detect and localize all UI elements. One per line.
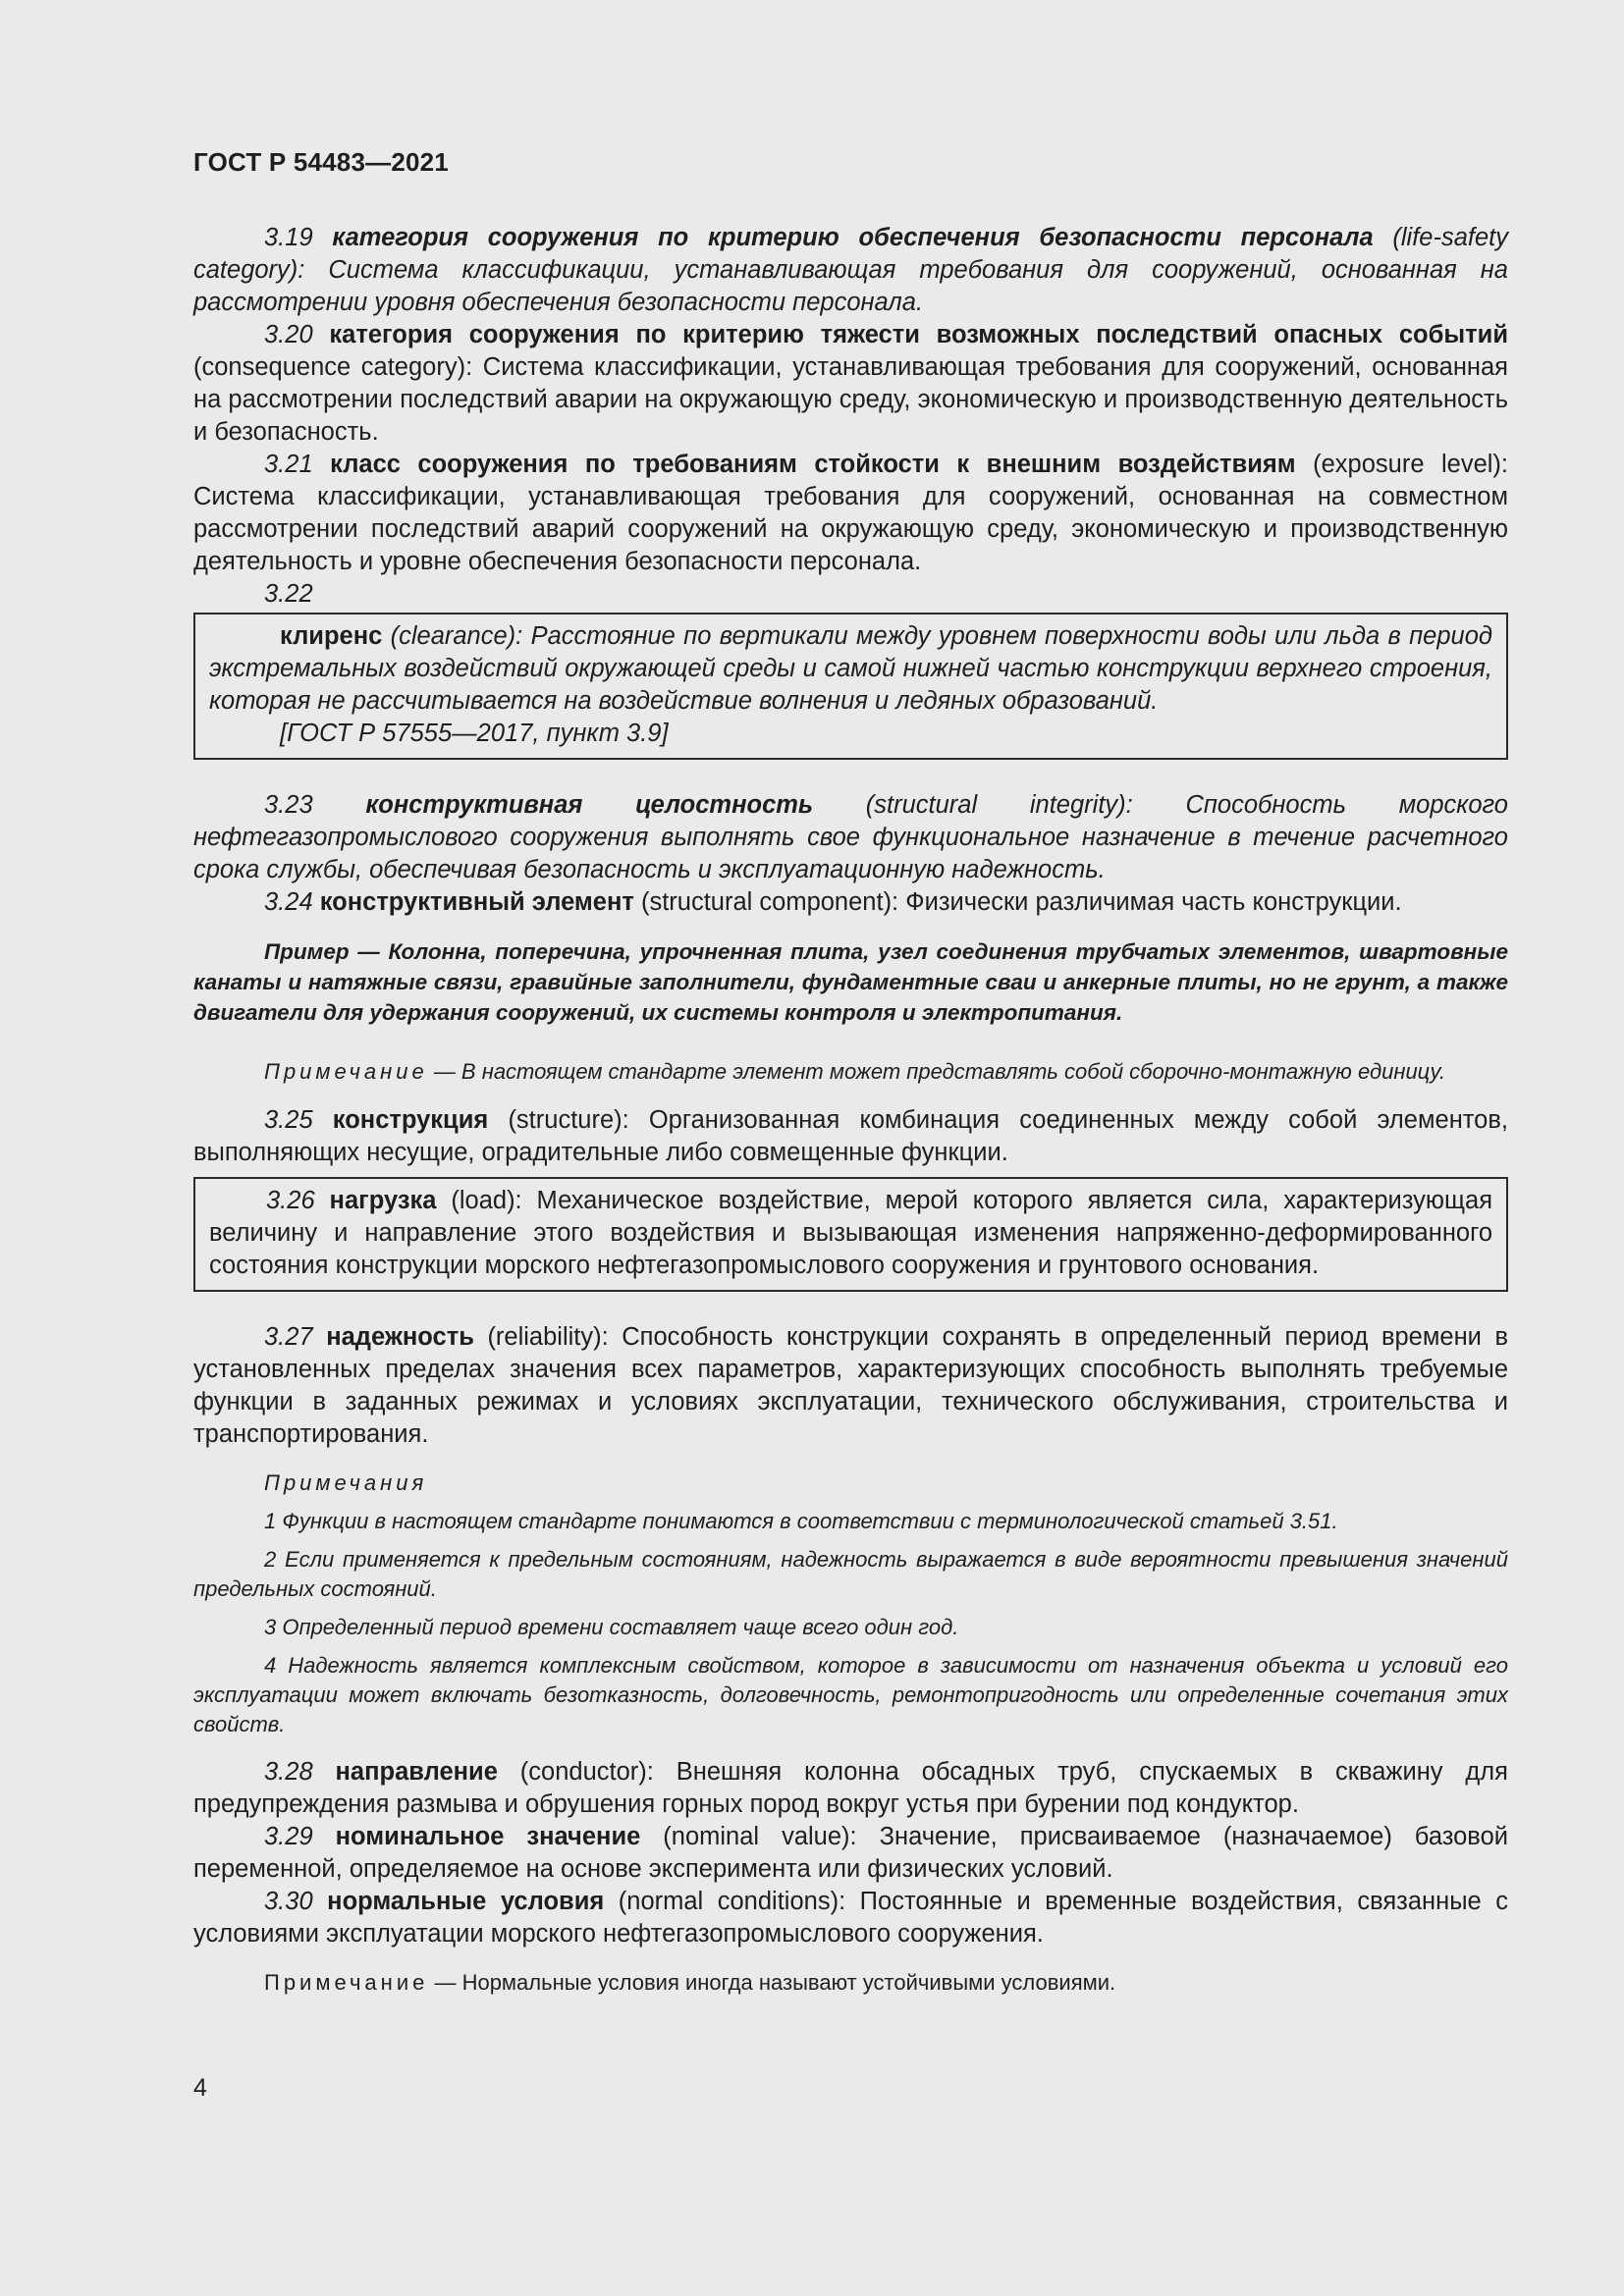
note-item: 3 Определенный период времени составляет чаще всего один год.	[264, 1615, 959, 1639]
term-definition: (structural component): Физически различимая часть конструкции.	[633, 888, 1402, 916]
term-3-27	[193, 1321, 1508, 1451]
term-number: 3.28	[264, 1758, 313, 1786]
term-3-23	[193, 789, 1508, 886]
term-definition: (normal conditions): Постоянные и временные воздействия, связанные с условиями эксплуатации морского нефтегазопромыслового сооружения.	[193, 1888, 1508, 1948]
term-3-29	[193, 1821, 1508, 1886]
example-3-24: Пример — Колонна, поперечина, упрочненная плита, узел соединения трубчатых элементов, швартовные канаты и натяжные связи, гравийные заполнители, фундаментные сваи и анкерные плиты, но не грунт, а также двигатели для удержания сооружений, их системы контроля и электропитания.	[193, 939, 1508, 1025]
note-text: — В настоящем стандарте элемент может представлять собой сборочно-монтажную единицу.	[427, 1059, 1446, 1084]
term-title: номинальное значение	[335, 1823, 641, 1850]
term-3-26	[209, 1185, 1492, 1282]
term-3-25	[193, 1104, 1508, 1169]
term-number: 3.22	[264, 580, 313, 608]
note-3-24	[193, 1057, 1508, 1087]
term-3-22	[209, 620, 1492, 718]
term-title: надежность	[326, 1323, 474, 1351]
term-title: конструктивная целостность	[365, 791, 814, 819]
term-title: класс сооружения по требованиям стойкости к внешним воздействиям	[330, 451, 1296, 478]
note-label: Примечание	[264, 1059, 428, 1084]
term-title: направление	[335, 1758, 498, 1786]
note-item: 1 Функции в настоящем стандарте понимаются в соответствии с терминологической статьей 3.51.	[264, 1509, 1338, 1533]
term-title: категория сооружения по критерию тяжести возможных последствий опасных событий	[329, 321, 1508, 348]
notes-3-27	[193, 1468, 1508, 1739]
term-number: 3.29	[264, 1823, 313, 1850]
term-number: 3.25	[264, 1106, 313, 1134]
term-title: клиренс	[280, 622, 383, 650]
notes-label: Примечания	[264, 1470, 428, 1495]
term-3-24	[193, 886, 1508, 919]
term-number: 3.30	[264, 1888, 313, 1915]
term-number: 3.19	[264, 224, 313, 251]
term-title: конструкция	[332, 1106, 489, 1134]
term-title: нагрузка	[329, 1187, 437, 1214]
term-3-21	[193, 449, 1508, 578]
term-definition: (nominal value): Значение, присваиваемое (назначаемое) базовой переменной, определяемое на основе эксперимента или физических условий.	[193, 1823, 1508, 1883]
term-definition: (conductor): Внешняя колонна обсадных труб, спускаемых в скважину для предупреждения размыва и обрушения горных пород вокруг устья при бурении под кондуктор.	[193, 1758, 1508, 1818]
note-item: 4 Надежность является комплексным свойством, которое в зависимости от назначения объекта и условий его эксплуатации может включать безотказность, долговечность, ремонтопригодность или определенные сочетания этих свойств.	[193, 1653, 1508, 1736]
term-title: категория сооружения по критерию обеспечения безопасности персонала	[332, 224, 1374, 251]
note-label: Примечание	[264, 1970, 429, 1995]
term-number: 3.21	[264, 451, 313, 478]
term-3-19	[193, 222, 1508, 319]
term-3-22-box	[193, 613, 1508, 760]
term-3-28	[193, 1756, 1508, 1821]
note-text: — Нормальные условия иногда называют устойчивыми условиями.	[428, 1970, 1116, 1995]
document-header: ГОСТ Р 54483—2021	[193, 147, 449, 177]
term-3-30	[193, 1886, 1508, 1950]
term-number: 3.24	[264, 888, 313, 916]
term-number: 3.23	[264, 791, 313, 819]
term-3-26-box	[193, 1177, 1508, 1292]
term-number: 3.20	[264, 321, 313, 348]
term-definition: (structural integrity): Способность морского нефтегазопромыслового сооружения выполнять свое функциональное назначение в течение расчетного срока службы, обеспечивая безопасность и эксплуатационную надежность.	[193, 791, 1508, 883]
term-definition: (structure): Организованная комбинация соединенных между собой элементов, выполняющих несущие, оградительные либо совмещенные функции.	[193, 1106, 1508, 1166]
page-number: 4	[193, 2074, 207, 2102]
term-definition: (reliability): Способность конструкции сохранять в определенный период времени в установленных пределах значения всех параметров, характеризующих способность выполнять требуемые функции в заданных режимах и условиях эксплуатации, технического обслуживания, строительства и транспортирования.	[193, 1323, 1509, 1448]
term-number: 3.27	[264, 1323, 313, 1351]
term-definition: (load): Механическое воздействие, мерой которого является сила, характеризующая величину и направление этого воздействия и вызывающая изменения напряженно-деформированного состояния конструкции морского нефтегазопромыслового сооружения и грунтового основания.	[209, 1187, 1492, 1279]
document-body	[193, 222, 1508, 1998]
term-title: нормальные условия	[327, 1888, 605, 1915]
term-definition: (life-safety category): Система классификации, устанавливающая требования для сооружений, основанная на рассмотрении уровня обеспечения безопасности персонала.	[193, 224, 1508, 316]
term-number: 3.26	[266, 1187, 315, 1214]
term-title: конструктивный элемент	[319, 888, 634, 916]
term-reference: [ГОСТ Р 57555—2017, пункт 3.9]	[280, 720, 669, 747]
term-definition: (clearance): Расстояние по вертикали между уровнем поверхности воды или льда в период экстремальных воздействий окружающей среды и самой нижней частью конструкции верхнего строения, которая не рассчитывается на воздействие волнения и ледяных образований.	[209, 622, 1492, 715]
note-item: 2 Если применяется к предельным состояниям, надежность выражается в виде вероятности превышения значений предельных состояний.	[193, 1547, 1508, 1601]
term-definition: (consequence category): Система классификации, устанавливающая требования для сооружений, основанная на рассмотрении последствий аварии на окружающую среду, экономическую и производственную деятельность и безопасность.	[193, 353, 1508, 446]
term-3-22-number	[193, 578, 1508, 611]
term-definition: (exposure level): Система классификации, устанавливающая требования для сооружений, основанная на совместном рассмотрении последствий аварий сооружений на окружающую среду, экономическую и производственную деятельность и уровне обеспечения безопасности персонала.	[193, 451, 1508, 575]
term-3-20	[193, 319, 1508, 449]
note-3-30	[193, 1968, 1508, 1998]
